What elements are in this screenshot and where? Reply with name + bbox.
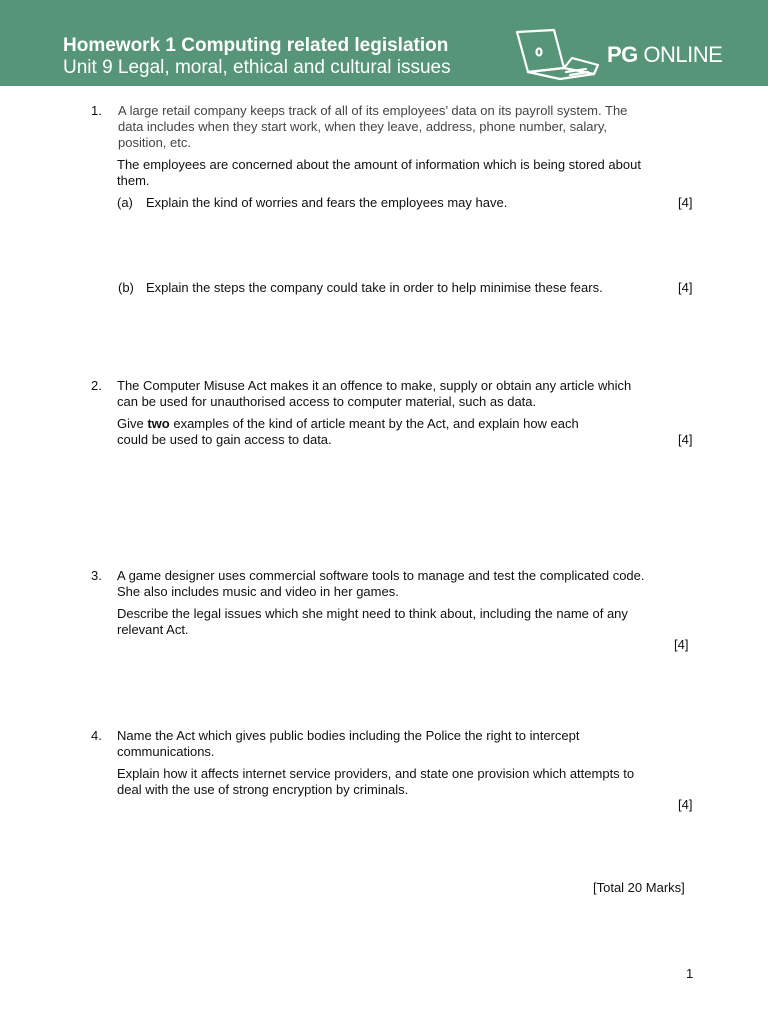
total-marks: [Total 20 Marks] xyxy=(593,880,685,895)
laptop-logo-icon xyxy=(514,28,600,82)
question-2-intro-line-1: The Computer Misuse Act makes it an offence to make, supply or obtain any article which xyxy=(117,378,632,393)
question-1b-mark: [4] xyxy=(678,280,693,295)
question-1a-label: (a) xyxy=(117,195,133,210)
document-subtitle: Unit 9 Legal, moral, ethical and cultural issues xyxy=(63,57,451,78)
question-2-mark: [4] xyxy=(678,432,693,447)
question-1-para-line-2: them. xyxy=(117,173,150,188)
question-2-number: 2. xyxy=(91,378,102,393)
question-1b-text: Explain the steps the company could take in order to help minimise these fears. xyxy=(146,280,603,295)
question-4-intro-line-2: communications. xyxy=(117,744,215,759)
question-2-intro-line-2: can be used for unauthorised access to computer material, such as data. xyxy=(117,394,537,409)
question-4-intro-line-1: Name the Act which gives public bodies including the Police the right to intercept xyxy=(117,728,580,743)
question-1-intro-line-1: A large retail company keeps track of all of its employees’ data on its payroll system. The xyxy=(118,103,628,118)
page-number: 1 xyxy=(686,966,694,981)
question-1a-mark: [4] xyxy=(678,195,693,210)
question-4-para-line-2: deal with the use of strong encryption by criminals. xyxy=(117,782,409,797)
page-header xyxy=(0,0,768,86)
question-1-number: 1. xyxy=(91,103,102,118)
question-4-mark: [4] xyxy=(678,797,693,812)
question-3-para-line-1: Describe the legal issues which she might need to think about, including the name of any xyxy=(117,606,628,621)
question-1-para-line-1: The employees are concerned about the amount of information which is being stored about xyxy=(117,157,641,172)
question-3-mark: [4] xyxy=(674,637,689,652)
question-3-intro-line-2: She also includes music and video in her games. xyxy=(117,584,399,599)
question-2-give-line-2: could be used to gain access to data. xyxy=(117,432,332,447)
question-1-intro-line-2: data includes when they start work, when they leave, address, phone number, salary, xyxy=(118,119,607,134)
question-3-intro-line-1: A game designer uses commercial software tools to manage and test the complicated code. xyxy=(117,568,645,583)
brand-logo-text: PG ONLINE xyxy=(607,42,723,67)
question-3-para-line-2: relevant Act. xyxy=(117,622,189,637)
question-4-number: 4. xyxy=(91,728,102,743)
question-1-intro-line-3: position, etc. xyxy=(118,135,191,150)
document-title: Homework 1 Computing related legislation xyxy=(63,35,449,56)
question-1b-label: (b) xyxy=(118,280,134,295)
question-2-give-line-1: Give two examples of the kind of article meant by the Act, and explain how each xyxy=(117,416,579,431)
question-4-para-line-1: Explain how it affects internet service providers, and state one provision which attempts to xyxy=(117,766,635,781)
question-1a-text: Explain the kind of worries and fears the employees may have. xyxy=(146,195,508,210)
question-3-number: 3. xyxy=(91,568,102,583)
